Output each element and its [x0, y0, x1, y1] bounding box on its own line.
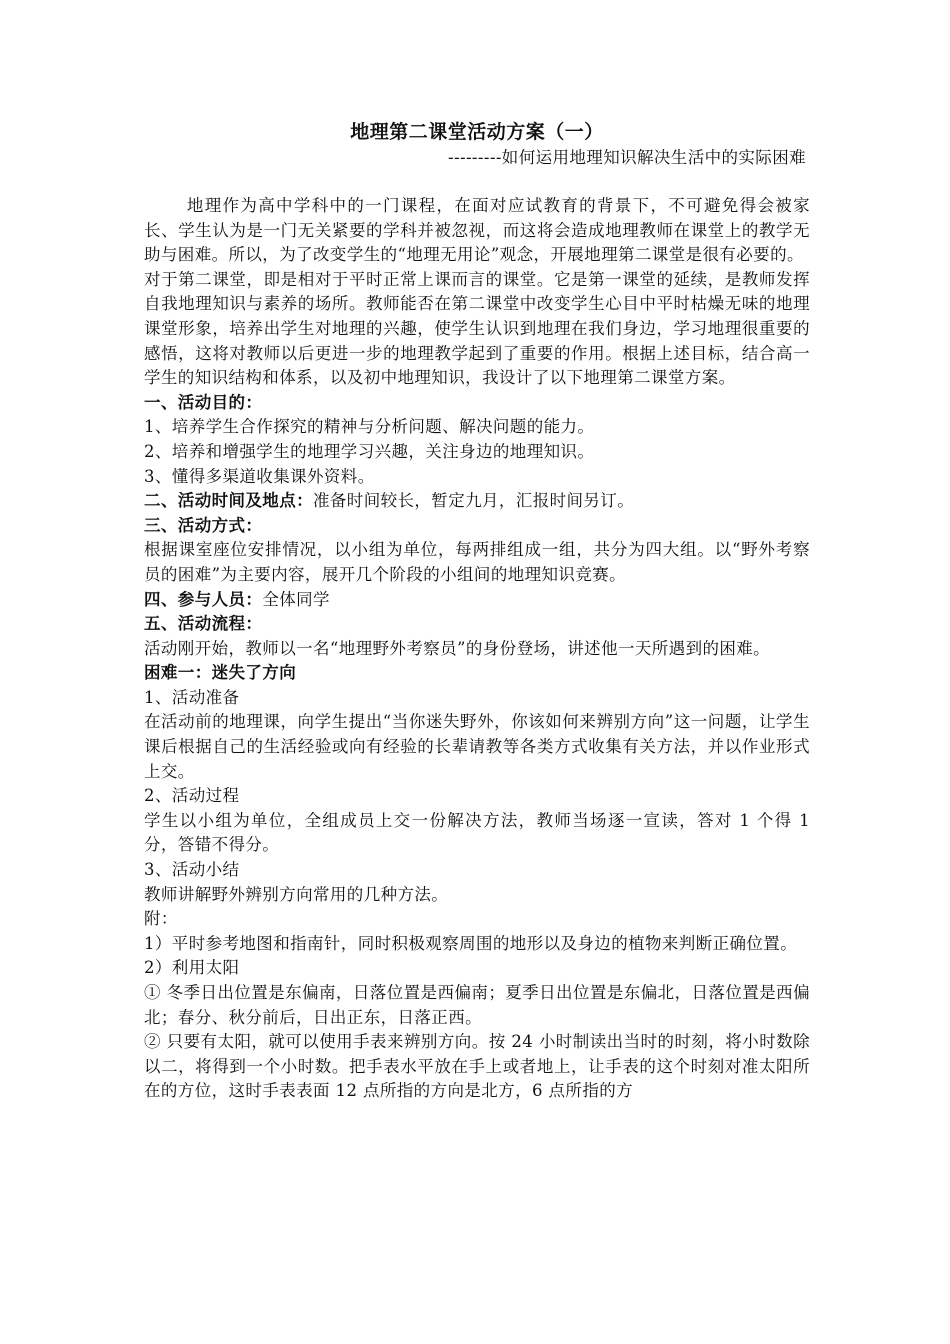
- document-page: [144, 118, 810, 1104]
- summary-paragraph: 教师讲解野外辨别方向常用的几种方法。: [144, 884, 449, 904]
- appendix-item-2-1: ① 冬季日出位置是东偏南，日落位置是西偏南；夏季日出位置是东偏北，日落位置是西偏北；春分、秋分前后，日出正东，日落正西。: [144, 983, 810, 1027]
- process-heading: 2、活动过程: [144, 786, 240, 806]
- document-title: 地理第二课堂活动方案（一）: [350, 121, 604, 143]
- goal-item-3: 3、懂得多渠道收集课外资料。: [144, 466, 375, 486]
- section-heading-method: 三、活动方式：: [144, 515, 263, 535]
- time-place-text: 准备时间较长，暂定九月，汇报时间另订。: [313, 491, 635, 511]
- section-heading-goals: 一、活动目的：: [144, 392, 263, 412]
- difficulty-heading-1: 困难一：迷失了方向: [144, 663, 297, 683]
- participants-line: [144, 588, 810, 613]
- appendix-item-2: 2）利用太阳: [144, 958, 240, 978]
- time-place-line: [144, 489, 810, 514]
- appendix-item-2-2: ② 只要有太阳，就可以使用手表来辨别方向。按 24 小时制读出当时的时刻，将小时数除以二，将得到一个小时数。把手表水平放在手上或者地上，让手表的这个时刻对准太阳所在的方位，这时手表表面 12 点所指的方向是北方，6 点所指的方: [144, 1032, 810, 1101]
- participants-text: 全体同学: [262, 589, 330, 609]
- prep-heading: 1、活动准备: [144, 687, 240, 707]
- goal-item-2: 2、培养和增强学生的地理学习兴趣，关注身边的地理知识。: [144, 441, 595, 461]
- appendix-item-1: 1）平时参考地图和指南针，同时积极观察周围的地形以及身边的植物来判断正确位置。: [144, 933, 798, 953]
- document-subtitle: ---------如何运用地理知识解决生活中的实际困难: [448, 148, 806, 167]
- spacer: [144, 170, 810, 194]
- process-paragraph: 学生以小组为单位，全组成员上交一份解决方法，教师当场逐一宣读，答对 1 个得 1 分，答错不得分。: [144, 810, 810, 855]
- prep-paragraph: 在活动前的地理课，向学生提出“当你迷失野外，你该如何来辨别方向”这一问题，让学生课后根据自己的生活经验或向有经验的长辈请教等各类方式收集有关方法，并以作业形式上交。: [144, 712, 810, 781]
- appendix-label: 附：: [144, 909, 178, 929]
- section-heading-time: 二、活动时间及地点：: [144, 491, 313, 511]
- section-heading-flow: 五、活动流程：: [144, 614, 263, 634]
- intro-paragraph-1: 地理作为高中学科中的一门课程，在面对应试教育的背景下，不可避免得会被家长、学生认为是一门无关紧要的学科并被忽视，而这将会造成地理教师在课堂上的教学无助与困难。所以，为了改变学生的“地理无用论”观念，开展地理第二课堂是很有必要的。: [144, 196, 810, 265]
- goal-item-1: 1、培养学生合作探究的精神与分析问题、解决问题的能力。: [144, 417, 595, 437]
- intro-paragraph-2: 对于第二课堂，即是相对于平时正常上课而言的课堂。它是第一课堂的延续，是教师发挥自我地理知识与素养的场所。教师能否在第二课堂中改变学生心目中平时枯燥无味的地理课堂形象，培养出学生对地理的兴趣，使学生认识到地理在我们身边，学习地理很重要的感悟，这将对教师以后更进一步的地理教学起到了重要的作用。根据上述目标，结合高一学生的知识结构和体系，以及初中地理知识，我设计了以下地理第二课堂方案。: [144, 269, 810, 388]
- method-paragraph: 根据课室座位安排情况，以小组为单位，每两排组成一组，共分为四大组。以“野外考察员的困难”为主要内容，展开几个阶段的小组间的地理知识竞赛。: [144, 540, 810, 584]
- summary-heading: 3、活动小结: [144, 860, 240, 880]
- flow-paragraph: 活动刚开始，教师以一名“地理野外考察员”的身份登场，讲述他一天所遇到的困难。: [144, 638, 771, 658]
- section-heading-participants: 四、参与人员：: [144, 589, 263, 609]
